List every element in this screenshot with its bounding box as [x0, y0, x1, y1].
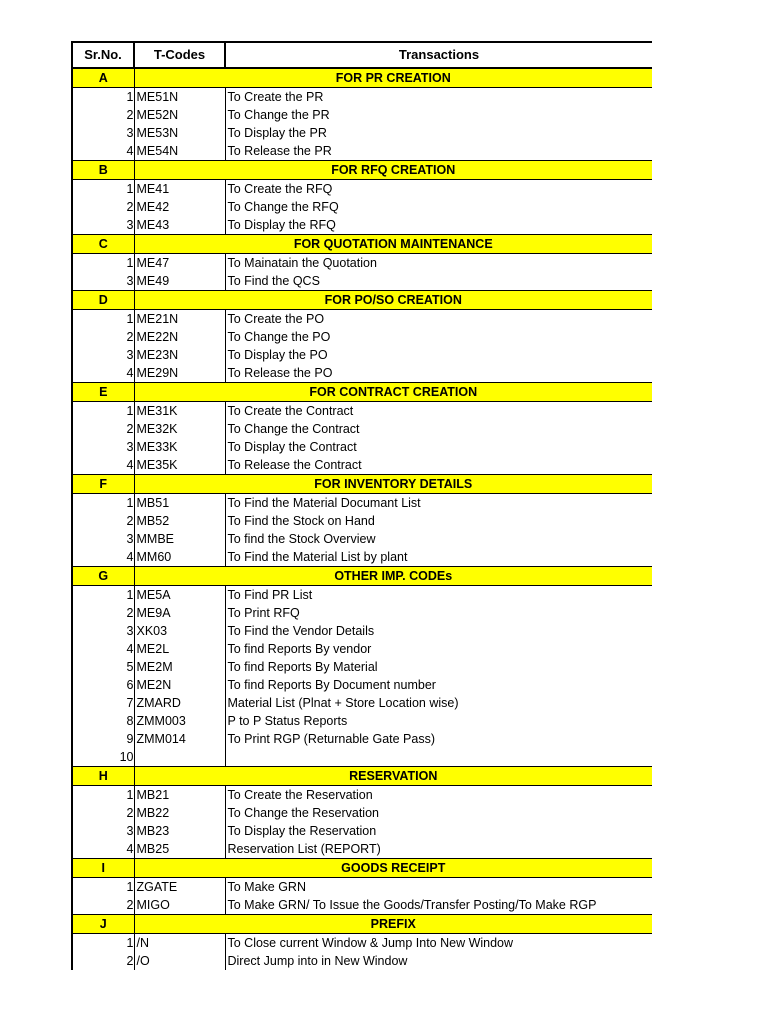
table-row: [72, 512, 652, 530]
section-header-row: [72, 68, 652, 88]
transaction-cell: Material List (Plnat + Store Location wise): [225, 694, 652, 712]
table-row: [72, 712, 652, 730]
row-number: 8: [72, 712, 134, 730]
transaction-cell: To Find the Material Documant List: [225, 494, 652, 513]
transaction-cell: Reservation List (REPORT): [225, 840, 652, 859]
transaction-cell: To Mainatain the Quotation: [225, 254, 652, 273]
t-code-cell: ME21N: [134, 310, 225, 329]
transaction-cell: To Release the PO: [225, 364, 652, 383]
transaction-cell: To Display the PR: [225, 124, 652, 142]
table-row: [72, 310, 652, 329]
row-number: 1: [72, 310, 134, 329]
table-row: [72, 272, 652, 291]
transaction-cell: To Display the Contract: [225, 438, 652, 456]
t-code-cell: ME42: [134, 198, 225, 216]
t-code-cell: ME51N: [134, 88, 225, 107]
row-number: 2: [72, 106, 134, 124]
section-letter: B: [72, 161, 134, 180]
section-title: PREFIX: [134, 915, 652, 934]
t-code-cell: ME2L: [134, 640, 225, 658]
t-code-cell: MMBE: [134, 530, 225, 548]
section-header-row: [72, 859, 652, 878]
row-number: 6: [72, 676, 134, 694]
section-title: OTHER IMP. CODEs: [134, 567, 652, 586]
section-title: FOR PO/SO CREATION: [134, 291, 652, 310]
table-row: [72, 804, 652, 822]
transaction-cell: To Change the PR: [225, 106, 652, 124]
row-number: 1: [72, 878, 134, 897]
table-row: [72, 530, 652, 548]
row-number: 4: [72, 548, 134, 567]
table-row: [72, 124, 652, 142]
table-row: [72, 402, 652, 421]
section-title: FOR QUOTATION MAINTENANCE: [134, 235, 652, 254]
row-number: 2: [72, 420, 134, 438]
section-header-row: [72, 567, 652, 586]
transaction-cell: To Find PR List: [225, 586, 652, 605]
table-row: [72, 694, 652, 712]
section-header-row: [72, 235, 652, 254]
t-code-cell: ME53N: [134, 124, 225, 142]
t-code-cell: MB51: [134, 494, 225, 513]
table-row: [72, 658, 652, 676]
section-letter: G: [72, 567, 134, 586]
table-row: [72, 676, 652, 694]
transaction-cell: To Print RGP (Returnable Gate Pass): [225, 730, 652, 748]
table-row: [72, 180, 652, 199]
t-code-cell: ME32K: [134, 420, 225, 438]
section-title: GOODS RECEIPT: [134, 859, 652, 878]
t-code-cell: ME23N: [134, 346, 225, 364]
t-code-cell: ME41: [134, 180, 225, 199]
row-number: 1: [72, 88, 134, 107]
table-row: [72, 254, 652, 273]
table-row: [72, 142, 652, 161]
row-number: 2: [72, 604, 134, 622]
table-row: [72, 346, 652, 364]
row-number: 2: [72, 198, 134, 216]
table-row: [72, 420, 652, 438]
header-sr-no: Sr.No.: [72, 42, 134, 68]
row-number: 3: [72, 530, 134, 548]
row-number: 1: [72, 934, 134, 953]
transaction-cell: To find Reports By Material: [225, 658, 652, 676]
t-code-cell: ZMM014: [134, 730, 225, 748]
t-code-cell: MM60: [134, 548, 225, 567]
section-header-row: [72, 475, 652, 494]
t-code-cell: ME49: [134, 272, 225, 291]
t-code-cell: ME9A: [134, 604, 225, 622]
t-code-cell: ME33K: [134, 438, 225, 456]
t-code-cell: MB25: [134, 840, 225, 859]
transaction-cell: P to P Status Reports: [225, 712, 652, 730]
t-code-cell: ZMM003: [134, 712, 225, 730]
transaction-cell: To Release the Contract: [225, 456, 652, 475]
row-number: 1: [72, 494, 134, 513]
row-number: 1: [72, 586, 134, 605]
t-code-cell: ME43: [134, 216, 225, 235]
section-header-row: [72, 291, 652, 310]
section-header-row: [72, 767, 652, 786]
transaction-cell: To Create the Reservation: [225, 786, 652, 805]
t-code-cell: ME29N: [134, 364, 225, 383]
section-title: FOR INVENTORY DETAILS: [134, 475, 652, 494]
t-code-cell: XK03: [134, 622, 225, 640]
table-row: [72, 494, 652, 513]
transaction-cell: To Find the Material List by plant: [225, 548, 652, 567]
row-number: 4: [72, 640, 134, 658]
transaction-cell: To Create the PO: [225, 310, 652, 329]
transaction-cell: To find Reports By Document number: [225, 676, 652, 694]
table-row: [72, 730, 652, 748]
tcode-table: [71, 41, 652, 970]
row-number: 10: [72, 748, 134, 767]
table-row: [72, 456, 652, 475]
transaction-cell: To Make GRN/ To Issue the Goods/Transfer Posting/To Make RGP: [225, 896, 652, 915]
section-title: FOR RFQ CREATION: [134, 161, 652, 180]
transaction-cell: To find the Stock Overview: [225, 530, 652, 548]
section-letter: H: [72, 767, 134, 786]
section-letter: J: [72, 915, 134, 934]
transaction-cell: To Change the PO: [225, 328, 652, 346]
section-letter: E: [72, 383, 134, 402]
transaction-cell: To Create the Contract: [225, 402, 652, 421]
table-row: [72, 878, 652, 897]
transaction-cell: To Change the RFQ: [225, 198, 652, 216]
t-code-cell: ME5A: [134, 586, 225, 605]
row-number: 5: [72, 658, 134, 676]
section-title: RESERVATION: [134, 767, 652, 786]
row-number: 2: [72, 896, 134, 915]
row-number: 3: [72, 822, 134, 840]
transaction-cell: To Change the Contract: [225, 420, 652, 438]
t-code-cell: ME2M: [134, 658, 225, 676]
t-code-cell: ZGATE: [134, 878, 225, 897]
transaction-cell: To Release the PR: [225, 142, 652, 161]
table-row: [72, 934, 652, 953]
transaction-cell: Direct Jump into in New Window: [225, 952, 652, 970]
t-code-cell: MB22: [134, 804, 225, 822]
row-number: 1: [72, 180, 134, 199]
transaction-cell: To Display the PO: [225, 346, 652, 364]
table-row: [72, 748, 652, 767]
transaction-cell: To Find the QCS: [225, 272, 652, 291]
row-number: 3: [72, 438, 134, 456]
row-number: 4: [72, 840, 134, 859]
table-row: [72, 622, 652, 640]
row-number: 2: [72, 952, 134, 970]
header-t-codes: T-Codes: [134, 42, 225, 68]
row-number: 3: [72, 124, 134, 142]
row-number: 1: [72, 786, 134, 805]
transaction-cell: To Change the Reservation: [225, 804, 652, 822]
table-row: [72, 822, 652, 840]
header-transactions: Transactions: [225, 42, 652, 68]
t-code-cell: [134, 748, 225, 767]
table-row: [72, 106, 652, 124]
row-number: 2: [72, 804, 134, 822]
table-row: [72, 604, 652, 622]
transaction-cell: To Create the RFQ: [225, 180, 652, 199]
t-code-cell: ME35K: [134, 456, 225, 475]
table-row: [72, 586, 652, 605]
section-letter: C: [72, 235, 134, 254]
table-row: [72, 896, 652, 915]
section-header-row: [72, 915, 652, 934]
t-code-cell: ZMARD: [134, 694, 225, 712]
row-number: 1: [72, 402, 134, 421]
t-code-cell: /N: [134, 934, 225, 953]
transaction-cell: To Display the RFQ: [225, 216, 652, 235]
table-row: [72, 840, 652, 859]
t-code-cell: MB52: [134, 512, 225, 530]
section-header-row: [72, 161, 652, 180]
tcode-sheet: [71, 41, 652, 1004]
transaction-cell: To find Reports By vendor: [225, 640, 652, 658]
table-row: [72, 438, 652, 456]
t-code-cell: MB23: [134, 822, 225, 840]
row-number: 2: [72, 328, 134, 346]
table-row: [72, 198, 652, 216]
transaction-cell: To Print RFQ: [225, 604, 652, 622]
row-number: 9: [72, 730, 134, 748]
section-letter: D: [72, 291, 134, 310]
table-row: [72, 786, 652, 805]
table-row: [72, 640, 652, 658]
t-code-cell: ME31K: [134, 402, 225, 421]
row-number: 4: [72, 142, 134, 161]
section-letter: I: [72, 859, 134, 878]
t-code-cell: ME54N: [134, 142, 225, 161]
t-code-cell: MB21: [134, 786, 225, 805]
transaction-cell: To Close current Window & Jump Into New Window: [225, 934, 652, 953]
t-code-cell: ME52N: [134, 106, 225, 124]
row-number: 3: [72, 622, 134, 640]
section-title: FOR PR CREATION: [134, 68, 652, 88]
table-row: [72, 364, 652, 383]
row-number: 7: [72, 694, 134, 712]
t-code-cell: /O: [134, 952, 225, 970]
transaction-cell: To Display the Reservation: [225, 822, 652, 840]
t-code-cell: ME2N: [134, 676, 225, 694]
transaction-cell: To Create the PR: [225, 88, 652, 107]
row-number: 4: [72, 364, 134, 383]
row-number: 2: [72, 512, 134, 530]
row-number: 3: [72, 346, 134, 364]
section-letter: F: [72, 475, 134, 494]
transaction-cell: To Make GRN: [225, 878, 652, 897]
row-number: 4: [72, 456, 134, 475]
section-letter: A: [72, 68, 134, 88]
t-code-cell: ME47: [134, 254, 225, 273]
section-title: FOR CONTRACT CREATION: [134, 383, 652, 402]
table-row: [72, 216, 652, 235]
table-row: [72, 548, 652, 567]
row-number: 1: [72, 254, 134, 273]
row-number: 3: [72, 272, 134, 291]
transaction-cell: [225, 748, 652, 767]
table-row: [72, 88, 652, 107]
t-code-cell: ME22N: [134, 328, 225, 346]
section-header-row: [72, 383, 652, 402]
table-row: [72, 328, 652, 346]
row-number: 3: [72, 216, 134, 235]
transaction-cell: To Find the Stock on Hand: [225, 512, 652, 530]
header-row: [72, 42, 652, 68]
table-row: [72, 952, 652, 970]
t-code-cell: MIGO: [134, 896, 225, 915]
transaction-cell: To Find the Vendor Details: [225, 622, 652, 640]
